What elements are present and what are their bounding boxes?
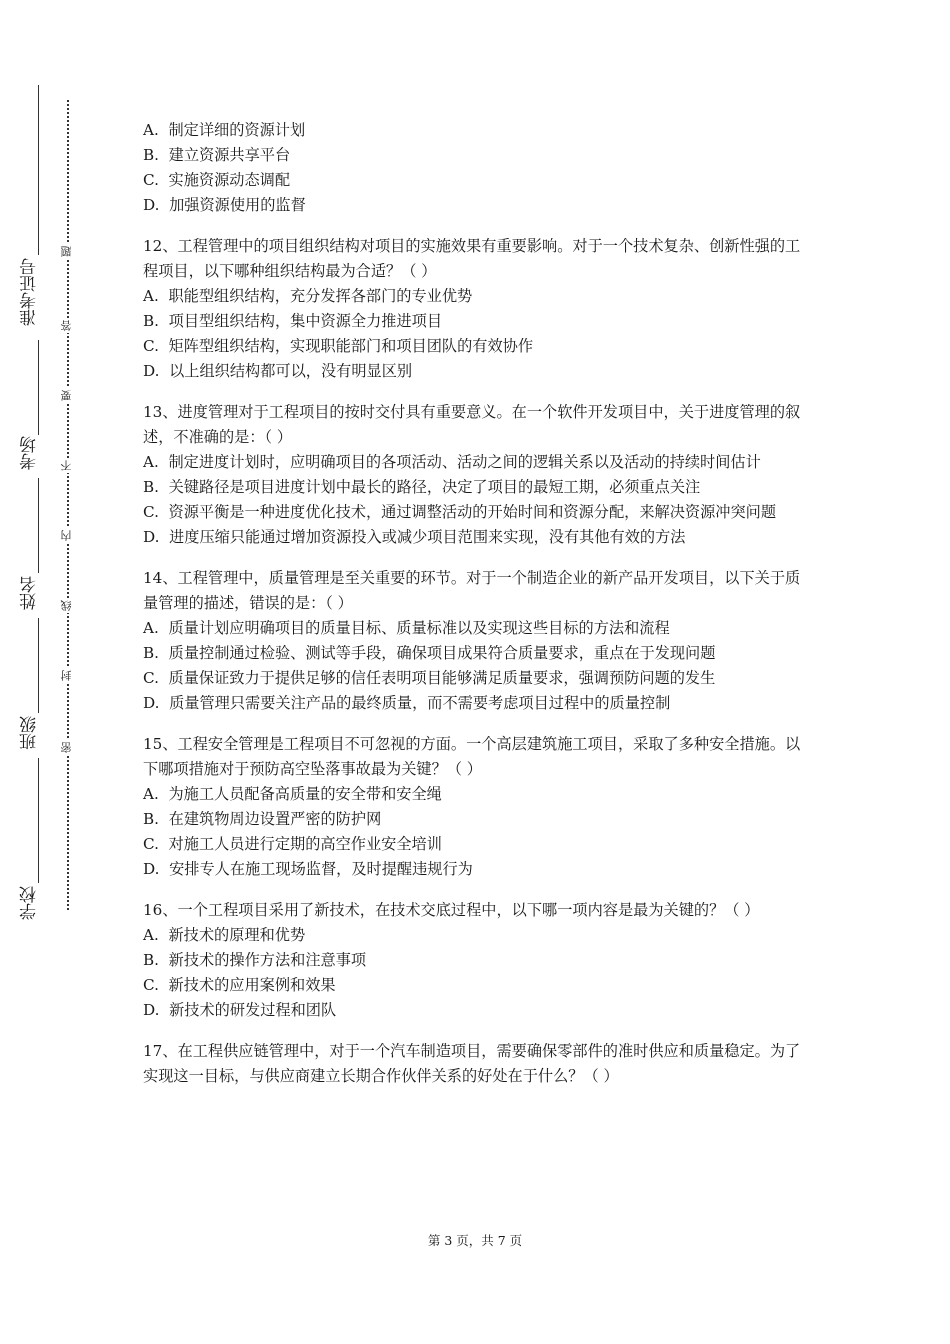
option-d: D. 安排专人在施工现场监督，及时提醒违规行为 <box>143 860 473 878</box>
seal-char: 密 <box>60 740 76 755</box>
option-b: B. 新技术的操作方法和注意事项 <box>143 951 367 969</box>
exam-content <box>143 118 813 1089</box>
question-stem: 15、工程安全管理是工程项目不可忽视的方面。一个高层建筑施工项目，采取了多种安全措施。以下哪项措施对于预防高空坠落事故最为关键？（ ） <box>143 735 801 778</box>
seal-char: 不 <box>60 458 76 473</box>
prev-question-options <box>143 118 813 218</box>
seal-char: 答 <box>60 318 76 333</box>
question-stem: 16、一个工程项目采用了新技术，在技术交底过程中，以下哪一项内容是最为关键的？（ ） <box>143 901 760 919</box>
option-a: A. 为施工人员配备高质量的安全带和安全绳 <box>143 785 442 803</box>
fill-line <box>38 340 39 435</box>
question-stem: 17、在工程供应链管理中，对于一个汽车制造项目，需要确保零部件的准时供应和质量稳定。为了实现这一目标，与供应商建立长期合作伙伴关系的好处在于什么？（ ） <box>143 1042 801 1085</box>
option-c: C. 新技术的应用案例和效果 <box>143 976 336 994</box>
option-a: A. 职能型组织结构，充分发挥各部门的专业优势 <box>143 287 473 305</box>
option-b: B. 建立资源共享平台 <box>143 146 291 164</box>
option-a: A. 制定详细的资源计划 <box>143 121 306 139</box>
fill-line <box>38 478 39 573</box>
option-a: A. 制定进度计划时，应明确项目的各项活动、活动之间的逻辑关系以及活动的持续时间估计 <box>143 453 761 471</box>
option-d: D. 进度压缩只能通过增加资源投入或减少项目范围来实现，没有其他有效的方法 <box>143 528 686 546</box>
name-label: 姓名 <box>20 576 40 610</box>
option-c: C. 质量保证致力于提供足够的信任表明项目能够满足质量要求，强调预防问题的发生 <box>143 669 716 687</box>
option-d: D. 加强资源使用的监督 <box>143 196 306 214</box>
question-16 <box>143 898 813 1023</box>
fill-line <box>38 758 39 883</box>
seal-char: 要 <box>60 388 76 403</box>
school-label: 学校 <box>20 886 40 920</box>
question-stem: 12、工程管理中的项目组织结构对项目的实施效果有重要影响。对于一个技术复杂、创新性强的工程项目，以下哪种组织结构最为合适？（ ） <box>143 237 801 280</box>
option-b: B. 关键路径是项目进度计划中最长的路径，决定了项目的最短工期，必须重点关注 <box>143 478 701 496</box>
option-d: D. 新技术的研发过程和团队 <box>143 1001 337 1019</box>
option-c: C. 实施资源动态调配 <box>143 171 291 189</box>
exam-room-label: 考场 <box>20 436 40 470</box>
option-d: D. 以上组织结构都可以，没有明显区别 <box>143 362 413 380</box>
question-17 <box>143 1039 813 1089</box>
binding-margin <box>0 0 90 1344</box>
question-15 <box>143 732 813 882</box>
option-c: C. 对施工人员进行定期的高空作业安全培训 <box>143 835 442 853</box>
fill-line <box>38 85 39 255</box>
question-14 <box>143 566 813 716</box>
question-13 <box>143 400 813 550</box>
seal-char: 题 <box>60 244 76 259</box>
option-a: A. 质量计划应明确项目的质量目标、质量标准以及实现这些目标的方法和流程 <box>143 619 670 637</box>
option-b: B. 项目型组织结构，集中资源全力推进项目 <box>143 312 443 330</box>
option-c: C. 资源平衡是一种进度优化技术，通过调整活动的开始时间和资源分配，来解决资源冲突问题 <box>143 503 777 521</box>
question-12 <box>143 234 813 384</box>
option-a: A. 新技术的原理和优势 <box>143 926 306 944</box>
option-b: B. 在建筑物周边设置严密的防护网 <box>143 810 382 828</box>
question-stem: 14、工程管理中，质量管理是至关重要的环节。对于一个制造企业的新产品开发项目，以下关于质量管理的描述，错误的是：（ ） <box>143 569 801 612</box>
option-b: B. 质量控制通过检验、测试等手段，确保项目成果符合质量要求，重点在于发现问题 <box>143 644 716 662</box>
seal-char: 内 <box>60 528 76 543</box>
seal-dotted-line <box>67 100 69 910</box>
fill-line <box>38 618 39 713</box>
question-stem: 13、进度管理对于工程项目的按时交付具有重要意义。在一个软件开发项目中，关于进度管理的叙述，不准确的是：（ ） <box>143 403 801 446</box>
class-label: 班级 <box>20 716 40 750</box>
page-footer: 第 3 页，共 7 页 <box>427 1233 523 1248</box>
option-d: D. 质量管理只需要关注产品的最终质量，而不需要考虑项目过程中的质量控制 <box>143 694 671 712</box>
option-c: C. 矩阵型组织结构，实现职能部门和项目团队的有效协作 <box>143 337 534 355</box>
seal-char: 封 <box>60 668 76 683</box>
seal-char: 线 <box>60 598 76 613</box>
exam-number-label: 准考证号 <box>20 258 40 326</box>
